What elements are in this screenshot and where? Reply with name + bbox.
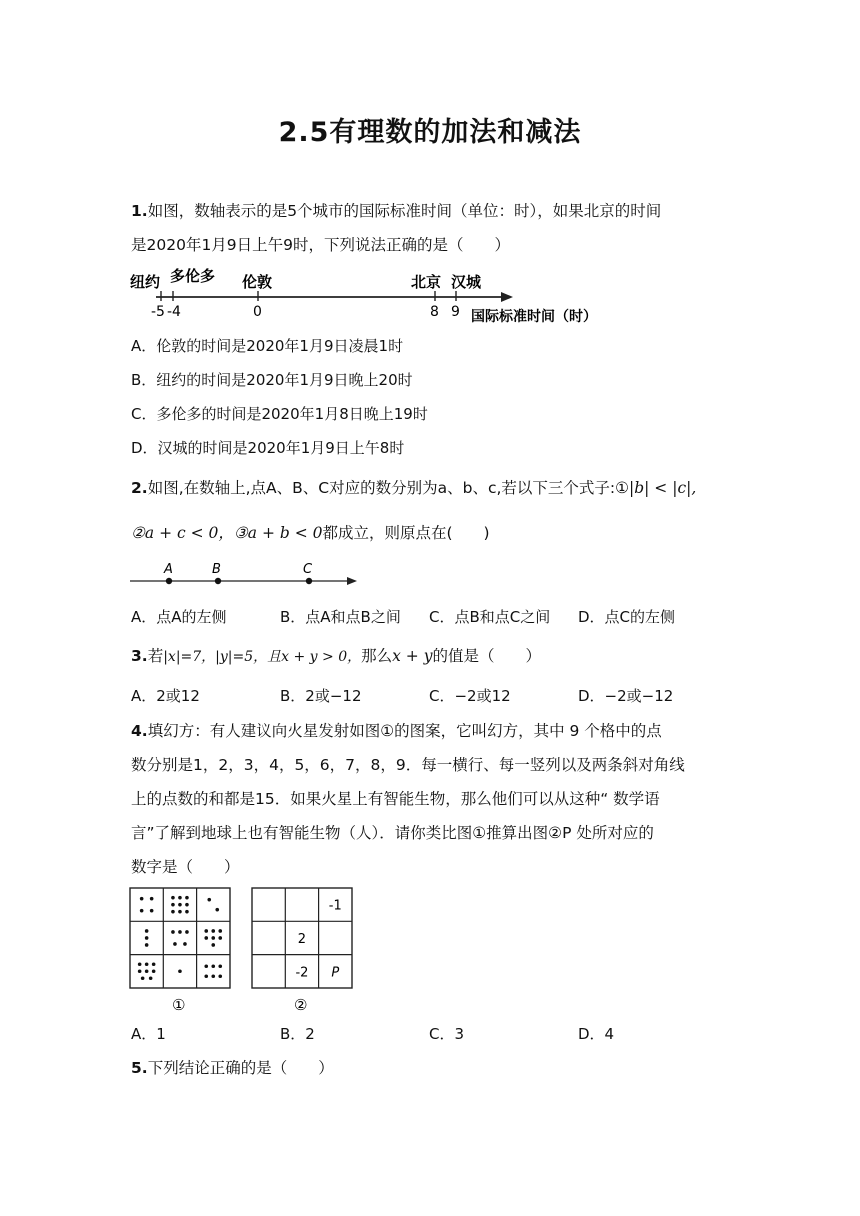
dot [218, 964, 222, 968]
q4-option-d[interactable]: D．4 [578, 1025, 615, 1043]
dot [218, 974, 222, 978]
q1-option-a[interactable]: A．伦敦的时间是2020年1月9日凌晨1时 [131, 337, 404, 355]
q3-option-a[interactable]: A．2或12 [131, 687, 200, 705]
grid2-cell-value: -2 [295, 965, 309, 981]
q1-option-d[interactable]: D．汉城的时间是2020年1月9日上午8时 [131, 439, 405, 457]
point-b-dot [215, 578, 221, 584]
grid1-cell-dots [145, 929, 149, 947]
grid1-cell-dots [171, 896, 189, 914]
grid2-cell-value: P [331, 965, 340, 981]
grid2-cell-value: -1 [328, 898, 342, 914]
q3-expression-2: x + y [392, 647, 433, 665]
grid1-cell-dots [140, 897, 154, 913]
dot [138, 969, 142, 973]
page-title: 2.5有理数的加法和减法 [278, 117, 582, 148]
label-newyork: 纽约 [130, 273, 161, 291]
figure-2-label: ② [294, 996, 308, 1014]
q1-stem-2: 是2020年1月9日上午9时，下列说法正确的是（ ） [131, 236, 511, 254]
q1-stem-1: 如图，数轴表示的是5个城市的国际标准时间（单位：时），如果北京的时间 [147, 202, 662, 220]
point-c-dot [306, 578, 312, 584]
q3-text-b: 那么 [361, 647, 393, 665]
dot [178, 969, 182, 973]
grid1-cell-dots [207, 898, 219, 912]
dot [171, 903, 175, 907]
axis-arrow [501, 292, 513, 302]
q2-line1 [131, 477, 696, 499]
point-a-dot [166, 578, 172, 584]
dot [207, 898, 211, 902]
dot [218, 936, 222, 940]
tick-label-8: 8 [430, 304, 439, 320]
dot [140, 909, 144, 913]
q4-stem-3: 上的点数的和都是15．如果火星上有智能生物，那么他们可以从这种“ 数学语 [131, 790, 660, 808]
dot [178, 910, 182, 914]
dot [183, 942, 187, 946]
dot [140, 897, 144, 901]
q4-stem-1: 填幻方：有人建议向火星发射如图①的图案，它叫幻方，其中 9 个格中的点 [147, 722, 662, 740]
q3-text-c: 的值是（ ） [432, 647, 541, 665]
axis-title: 国际标准时间（时） [471, 309, 597, 325]
q4-number: 4. [131, 722, 148, 740]
q3-line [131, 645, 541, 668]
dot [178, 896, 182, 900]
tick-label-0: 0 [253, 304, 262, 320]
dot [204, 974, 208, 978]
label-london: 伦敦 [242, 273, 273, 291]
q3-option-b[interactable]: B．2或−12 [280, 687, 362, 705]
dot [173, 942, 177, 946]
q2-option-a[interactable]: A．点A的左侧 [131, 608, 227, 626]
q4-option-b[interactable]: B．2 [280, 1025, 315, 1043]
q2-option-c[interactable]: C．点B和点C之间 [429, 608, 551, 626]
dot [150, 897, 154, 901]
q1-line1 [131, 200, 661, 222]
q3-number: 3. [131, 647, 148, 665]
q3-option-c[interactable]: C．−2或12 [429, 687, 511, 705]
q5-line [131, 1057, 334, 1079]
grid1-cell-dots [204, 964, 222, 978]
q2-axis-arrow [347, 577, 357, 585]
grid1-dots [138, 896, 222, 980]
dot [211, 943, 215, 947]
tick-label-9: 9 [451, 304, 460, 320]
dot [211, 936, 215, 940]
point-c-label: C [303, 562, 313, 577]
q4-option-c[interactable]: C．3 [429, 1025, 465, 1043]
q2-line2 [131, 522, 490, 544]
dot [211, 974, 215, 978]
dot [145, 936, 149, 940]
dot [204, 929, 208, 933]
magic-square-dots-figure [128, 886, 233, 1016]
q1-option-c[interactable]: C．多伦多的时间是2020年1月8日晚上19时 [131, 405, 428, 423]
dot [185, 903, 189, 907]
dot [218, 929, 222, 933]
dot [171, 930, 175, 934]
q2-condition-2: ②a + c < 0， [131, 524, 234, 542]
dot [152, 969, 156, 973]
q4-line1 [131, 720, 662, 742]
magic-square-numbers-figure [250, 886, 355, 1016]
q4-stem-5: 数字是（ ） [131, 858, 240, 876]
q4-option-a[interactable]: A．1 [131, 1025, 166, 1043]
label-seoul: 汉城 [451, 273, 482, 291]
q2-option-b[interactable]: B．点A和点B之间 [280, 608, 401, 626]
dot [150, 909, 154, 913]
dot [215, 908, 219, 912]
point-a-label: A [164, 562, 173, 577]
q2-number: 2. [131, 479, 148, 497]
q1-time-number-line [128, 262, 628, 328]
q2-stem-1: 如图,在数轴上,点A、B、C对应的数分别为a、b、c,若以下三个式子:① [147, 479, 630, 497]
grid1-cell-dots [178, 969, 182, 973]
q2-stem-2: 都成立，则原点在( ) [322, 524, 490, 542]
dot [145, 943, 149, 947]
dot [185, 930, 189, 934]
dot [211, 929, 215, 933]
q3-option-d[interactable]: D．−2或−12 [578, 687, 674, 705]
dot [204, 964, 208, 968]
q2-condition-3: ③a + b < 0 [233, 524, 323, 542]
grid1-cell-dots [171, 930, 189, 946]
dot [138, 962, 142, 966]
grid1-cell-dots [204, 929, 222, 947]
dot [178, 930, 182, 934]
q4-stem-4: 言”了解到地球上也有智能生物（人）．请你类比图①推算出图②P 处所对应的 [131, 824, 654, 842]
grid2-cell-value: 2 [297, 931, 307, 947]
tick-label-m5: -5 [151, 304, 165, 320]
label-toronto: 多伦多 [170, 267, 216, 285]
q2-option-d[interactable]: D．点C的左侧 [578, 608, 676, 626]
q5-number: 5. [131, 1059, 148, 1077]
q1-option-b[interactable]: B．纽约的时间是2020年1月9日晚上20时 [131, 371, 413, 389]
dot [185, 910, 189, 914]
q5-stem: 下列结论正确的是（ ） [147, 1059, 334, 1077]
q4-stem-2: 数分别是1，2，3，4，5，6，7，8，9．每一横行、每一竖列以及两条斜对角线 [131, 756, 685, 774]
dot [178, 903, 182, 907]
q3-text-a: 若 [147, 647, 164, 665]
dot [145, 969, 149, 973]
dot [171, 896, 175, 900]
tick-label-m4: -4 [167, 304, 181, 320]
dot [141, 976, 145, 980]
dot [149, 976, 153, 980]
dot [152, 962, 156, 966]
dot [171, 910, 175, 914]
dot [185, 896, 189, 900]
point-b-label: B [212, 562, 221, 577]
q2-number-line [128, 556, 368, 590]
figure-1-label: ① [172, 996, 186, 1014]
label-beijing: 北京 [411, 273, 442, 291]
dot [204, 936, 208, 940]
grid1-cell-dots [138, 962, 156, 980]
dot [145, 929, 149, 933]
q3-expression-1: |x|=7，|y|=5，且x + y > 0， [163, 649, 362, 665]
q2-condition-1: |b| < |c|, [629, 479, 697, 497]
dot [211, 964, 215, 968]
q1-number: 1. [131, 202, 148, 220]
dot [145, 962, 149, 966]
